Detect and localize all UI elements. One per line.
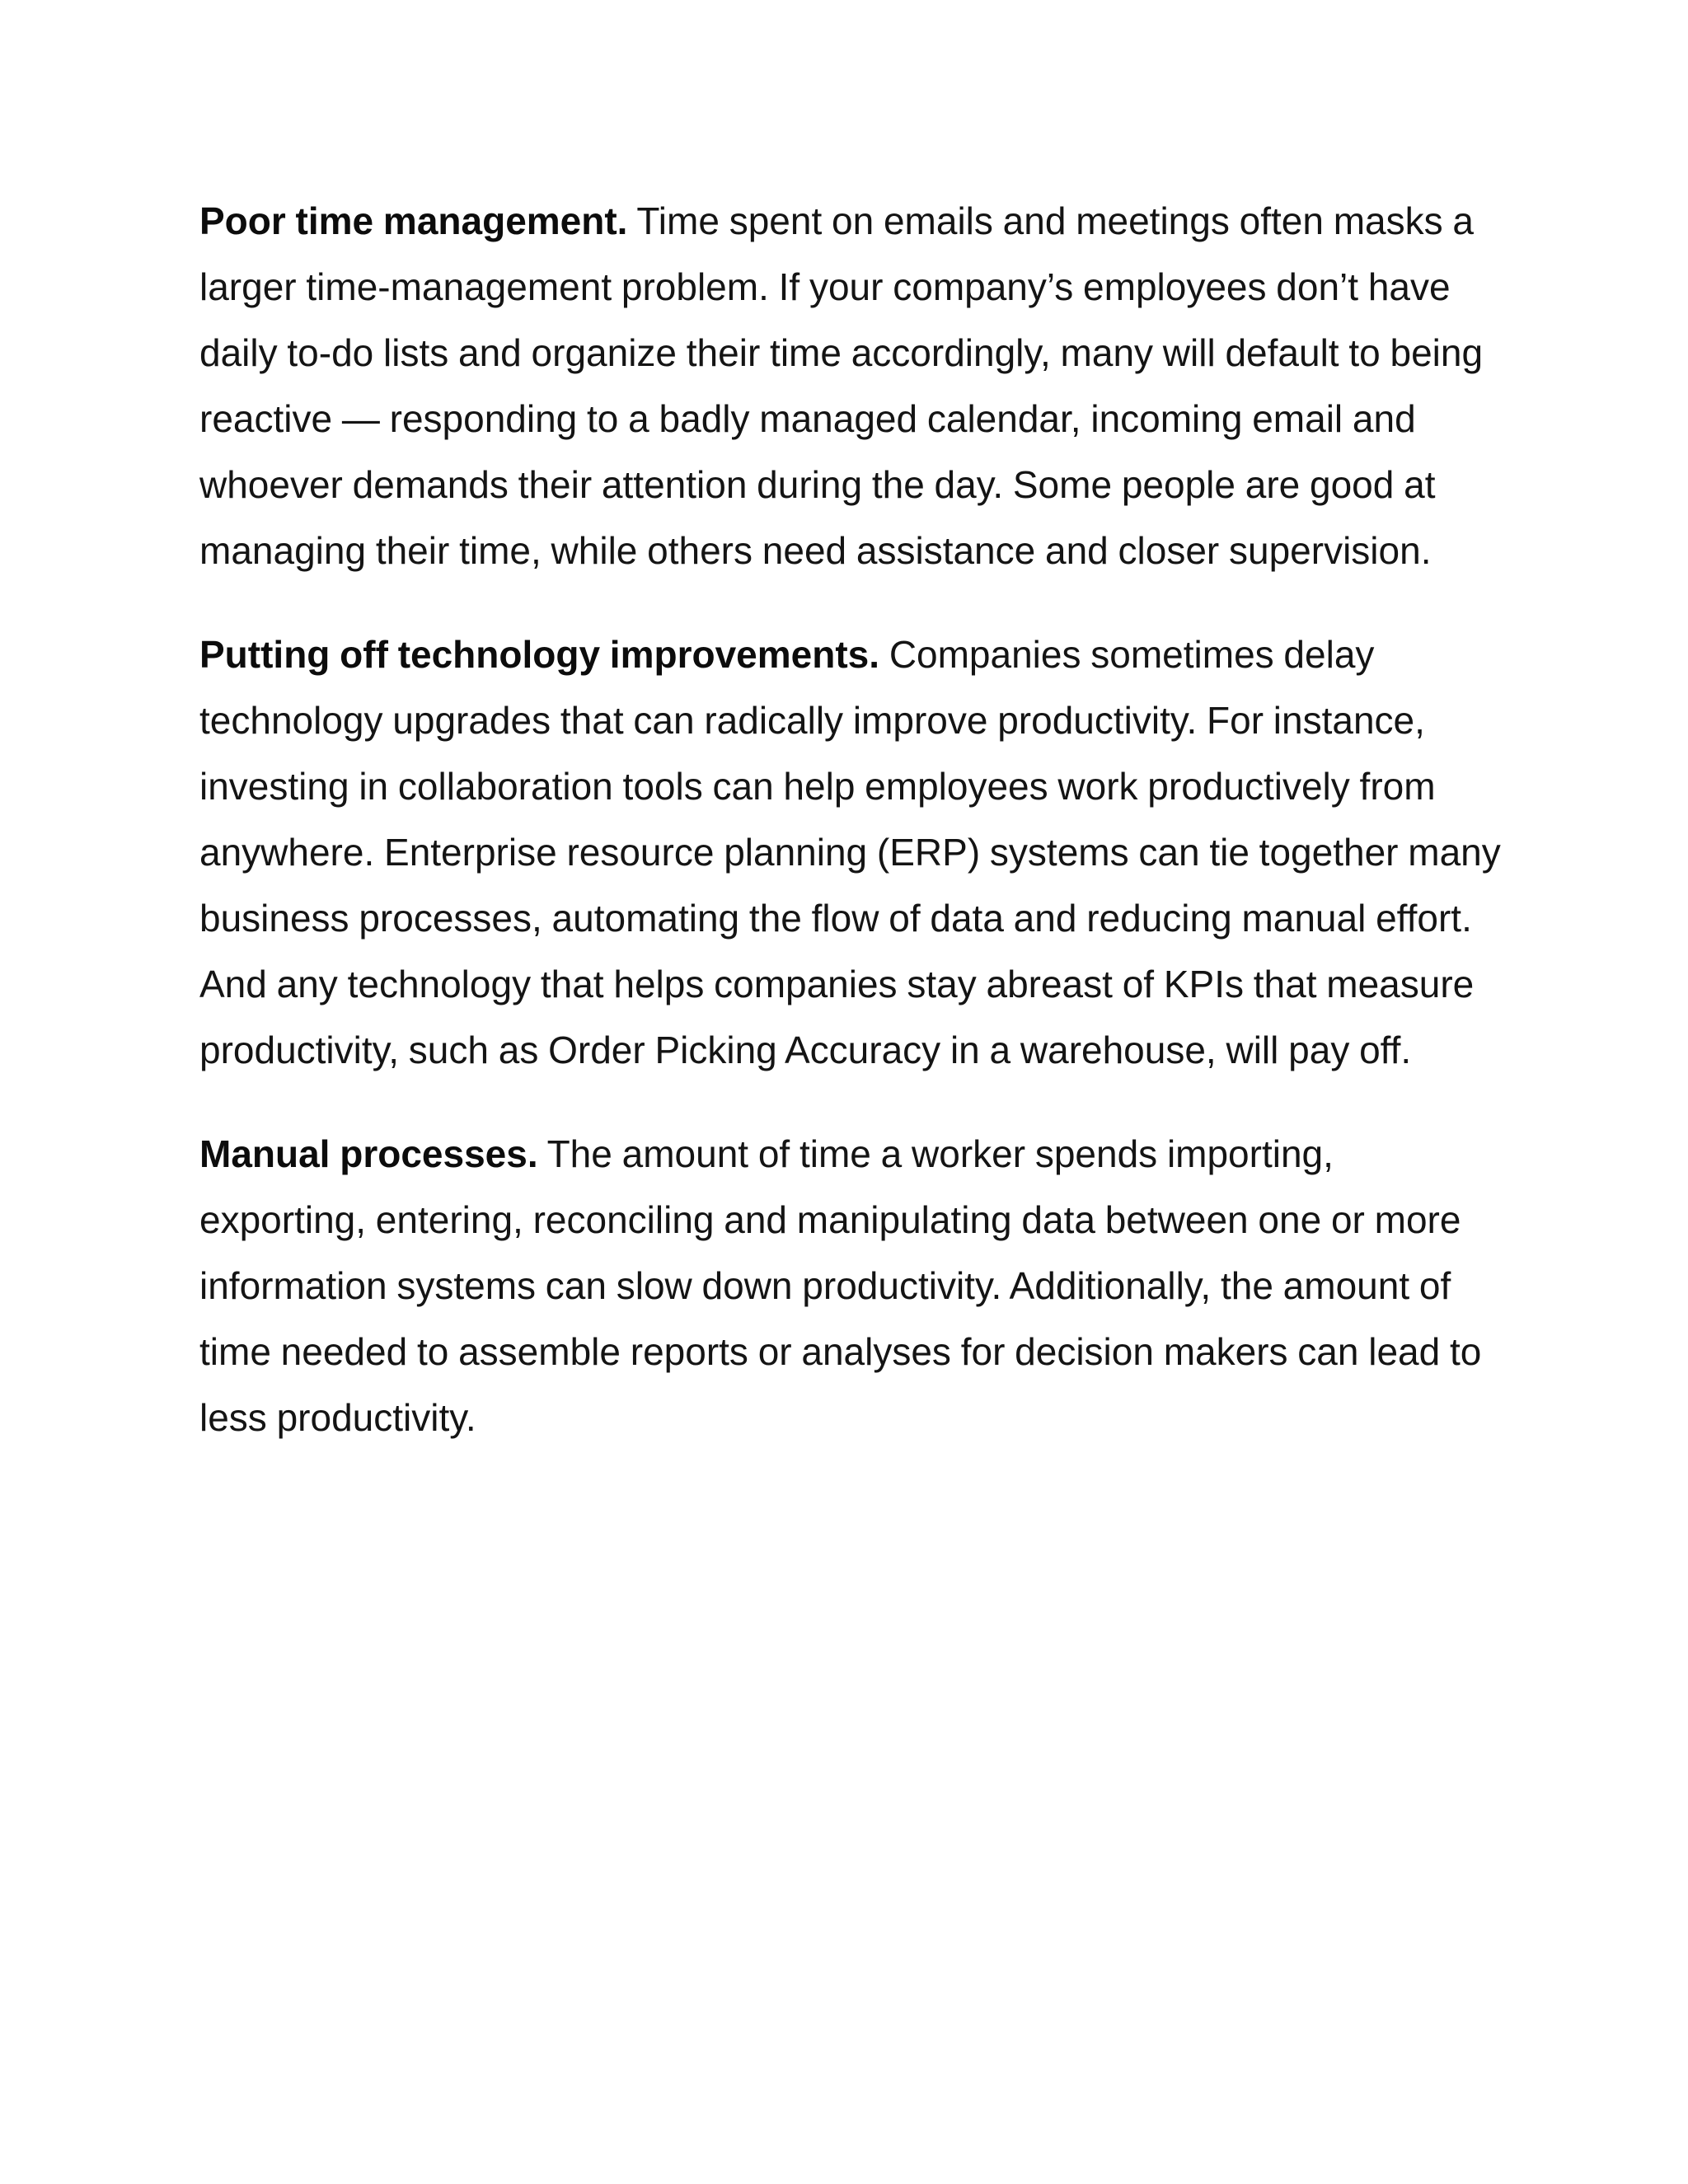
paragraph-technology-improvements [199,621,1502,1083]
paragraph-text: The amount of time a worker spends importing, exporting, entering, reconciling and manipulating data between one or more information systems can slow down productivity. Additionally, the amount of time needed to assemble reports or analyses for decision makers can lead to less productivity. [199,1132,1482,1439]
paragraph-text: Companies sometimes delay technology upgrades that can radically improve productivity. For instance, investing in collaboration tools can help employees work productively from anywhere. Enterprise resource planning (ERP) systems can tie together many business processes, automating the flow of data and reducing manual effort. And any technology that helps companies stay abreast of KPIs that measure productivity, such as Order Picking Accuracy in a warehouse, will pay off. [199,633,1501,1071]
paragraph-heading: Manual processes. [199,1132,538,1175]
paragraph-text: Time spent on emails and meetings often masks a larger time-management problem. If your company’s employees don’t have daily to-do lists and organize their time accordingly, many will default to being reactive — responding to a badly managed calendar, incoming email and whoever demands their attention during the day. Some people are good at managing their time, while others need assistance and closer supervision. [199,199,1484,572]
paragraph-heading: Poor time management. [199,199,628,242]
paragraph-manual-processes [199,1121,1502,1451]
paragraph-poor-time-management [199,188,1502,583]
paragraph-heading: Putting off technology improvements. [199,633,880,676]
document-body [199,188,1502,1488]
